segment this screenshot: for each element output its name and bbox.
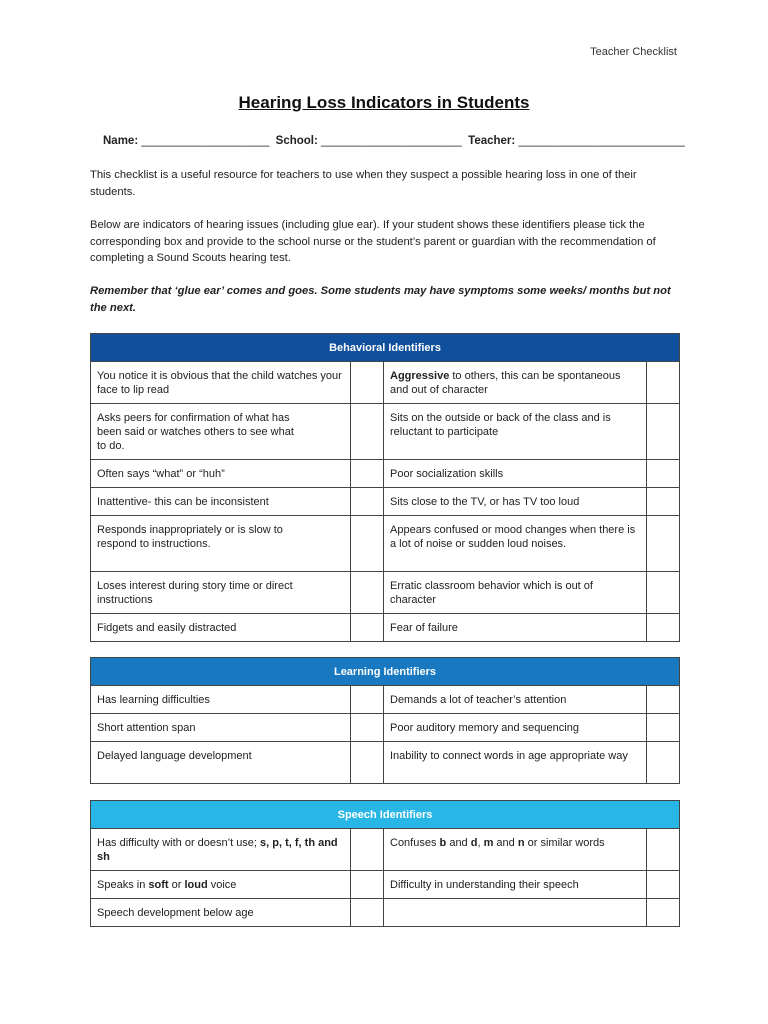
teacher-label: Teacher: xyxy=(468,135,516,147)
table-row xyxy=(91,714,680,742)
name-label: Name: xyxy=(103,135,139,147)
indicator-text: Demands a lot of teacher’s attention xyxy=(390,694,567,706)
tick-box[interactable] xyxy=(647,614,680,642)
tick-box[interactable] xyxy=(351,686,384,714)
table-row xyxy=(91,362,680,404)
indicator-text: Short attention span xyxy=(97,722,196,734)
tick-box[interactable] xyxy=(351,488,384,516)
table-row xyxy=(91,572,680,614)
table-row xyxy=(91,742,680,784)
indicator-text: Responds inappropriately or is slow to respond to instructions. xyxy=(97,524,283,550)
indicator-text: Asks peers for confirmation of what has been said or watches others to see what to do. xyxy=(97,412,294,452)
speech-identifiers-table xyxy=(90,800,680,927)
tick-box[interactable] xyxy=(351,516,384,572)
table-row xyxy=(91,871,680,899)
indicator-text: Sits close to the TV, or has TV too loud xyxy=(390,496,580,508)
indicator-text: Loses interest during story time or direct instructions xyxy=(97,580,293,606)
indicator-text: Appears confused or mood changes when there is a lot of noise or sudden loud noises. xyxy=(390,524,636,550)
table-row xyxy=(91,686,680,714)
indicator-text: Has difficulty with or doesn’t use; s, p, t, f, th and sh xyxy=(97,837,338,863)
intro-paragraph: This checklist is a useful resource for teachers to use when they suspect a possible hearing loss in one of their students. xyxy=(90,169,637,198)
tick-box[interactable] xyxy=(647,460,680,488)
indicator-text xyxy=(390,899,640,906)
tick-box[interactable] xyxy=(351,572,384,614)
indicator-text: Fidgets and easily distracted xyxy=(97,622,237,634)
tick-box[interactable] xyxy=(351,829,384,871)
page-title: Hearing Loss Indicators in Students xyxy=(238,93,530,112)
indicator-text: Speech development below age xyxy=(97,907,254,919)
name-blank[interactable]: ____________________ xyxy=(141,135,270,147)
tick-box[interactable] xyxy=(351,871,384,899)
tick-box[interactable] xyxy=(351,460,384,488)
indicator-text: Confuses b and d, m and n or similar words xyxy=(390,837,605,849)
behavioral-heading: Behavioral Identifiers xyxy=(91,334,680,362)
table-row xyxy=(91,829,680,871)
indicator-text: Inattentive- this can be inconsistent xyxy=(97,496,269,508)
table-row xyxy=(91,614,680,642)
tick-box[interactable] xyxy=(647,488,680,516)
tick-box[interactable] xyxy=(351,742,384,784)
learning-heading: Learning Identifiers xyxy=(91,658,680,686)
tick-box[interactable] xyxy=(351,362,384,404)
tick-box[interactable] xyxy=(351,614,384,642)
school-blank[interactable]: ______________________ xyxy=(321,135,462,147)
tick-box[interactable] xyxy=(647,686,680,714)
tick-box[interactable] xyxy=(647,742,680,784)
indicator-text: Aggressive to others, this can be spontaneous and out of character xyxy=(390,370,621,396)
document-type-label: Teacher Checklist xyxy=(590,46,677,58)
table-row xyxy=(91,460,680,488)
tick-box[interactable] xyxy=(647,404,680,460)
tick-box[interactable] xyxy=(647,362,680,404)
indicator-text: Sits on the outside or back of the class and is reluctant to participate xyxy=(390,412,611,438)
indicator-text: Difficulty in understanding their speech xyxy=(390,879,579,891)
tick-box[interactable] xyxy=(647,572,680,614)
table-row xyxy=(91,516,680,572)
tick-box[interactable] xyxy=(351,714,384,742)
tick-box[interactable] xyxy=(647,714,680,742)
indicator-text: Poor auditory memory and sequencing xyxy=(390,722,579,734)
tick-box[interactable] xyxy=(647,871,680,899)
speech-heading: Speech Identifiers xyxy=(91,801,680,829)
learning-identifiers-table xyxy=(90,657,680,784)
tick-box[interactable] xyxy=(647,829,680,871)
tick-box[interactable] xyxy=(647,516,680,572)
indicator-text: Poor socialization skills xyxy=(390,468,504,480)
teacher-blank[interactable]: __________________________ xyxy=(518,135,685,147)
indicator-text: Fear of failure xyxy=(390,622,458,634)
table-row xyxy=(91,899,680,927)
table-row xyxy=(91,404,680,460)
table-row xyxy=(91,488,680,516)
indicator-text: You notice it is obvious that the child watches your face to lip read xyxy=(97,370,342,396)
tick-box[interactable] xyxy=(647,899,680,927)
student-info-fields xyxy=(103,135,685,147)
school-label: School: xyxy=(275,135,318,147)
behavioral-identifiers-table xyxy=(90,333,680,642)
indicator-text: Erratic classroom behavior which is out of character xyxy=(390,580,593,606)
indicator-text: Speaks in soft or loud voice xyxy=(97,879,237,891)
indicator-text: Often says “what” or “huh” xyxy=(97,468,225,480)
indicator-text: Delayed language development xyxy=(97,750,252,762)
instructions-paragraph: Below are indicators of hearing issues (including glue ear). If your student shows these identifiers please tick the corresponding box and provide to the school nurse or the student’s parent or guardian with the recommendation of completing a Sound Scouts hearing test. xyxy=(90,219,656,264)
indicator-text: Inability to connect words in age appropriate way xyxy=(390,750,628,762)
indicator-text: Has learning difficulties xyxy=(97,694,210,706)
glue-ear-note: Remember that ‘glue ear’ comes and goes. Some students may have symptoms some weeks/ months but not the next. xyxy=(90,285,671,314)
tick-box[interactable] xyxy=(351,404,384,460)
tick-box[interactable] xyxy=(351,899,384,927)
